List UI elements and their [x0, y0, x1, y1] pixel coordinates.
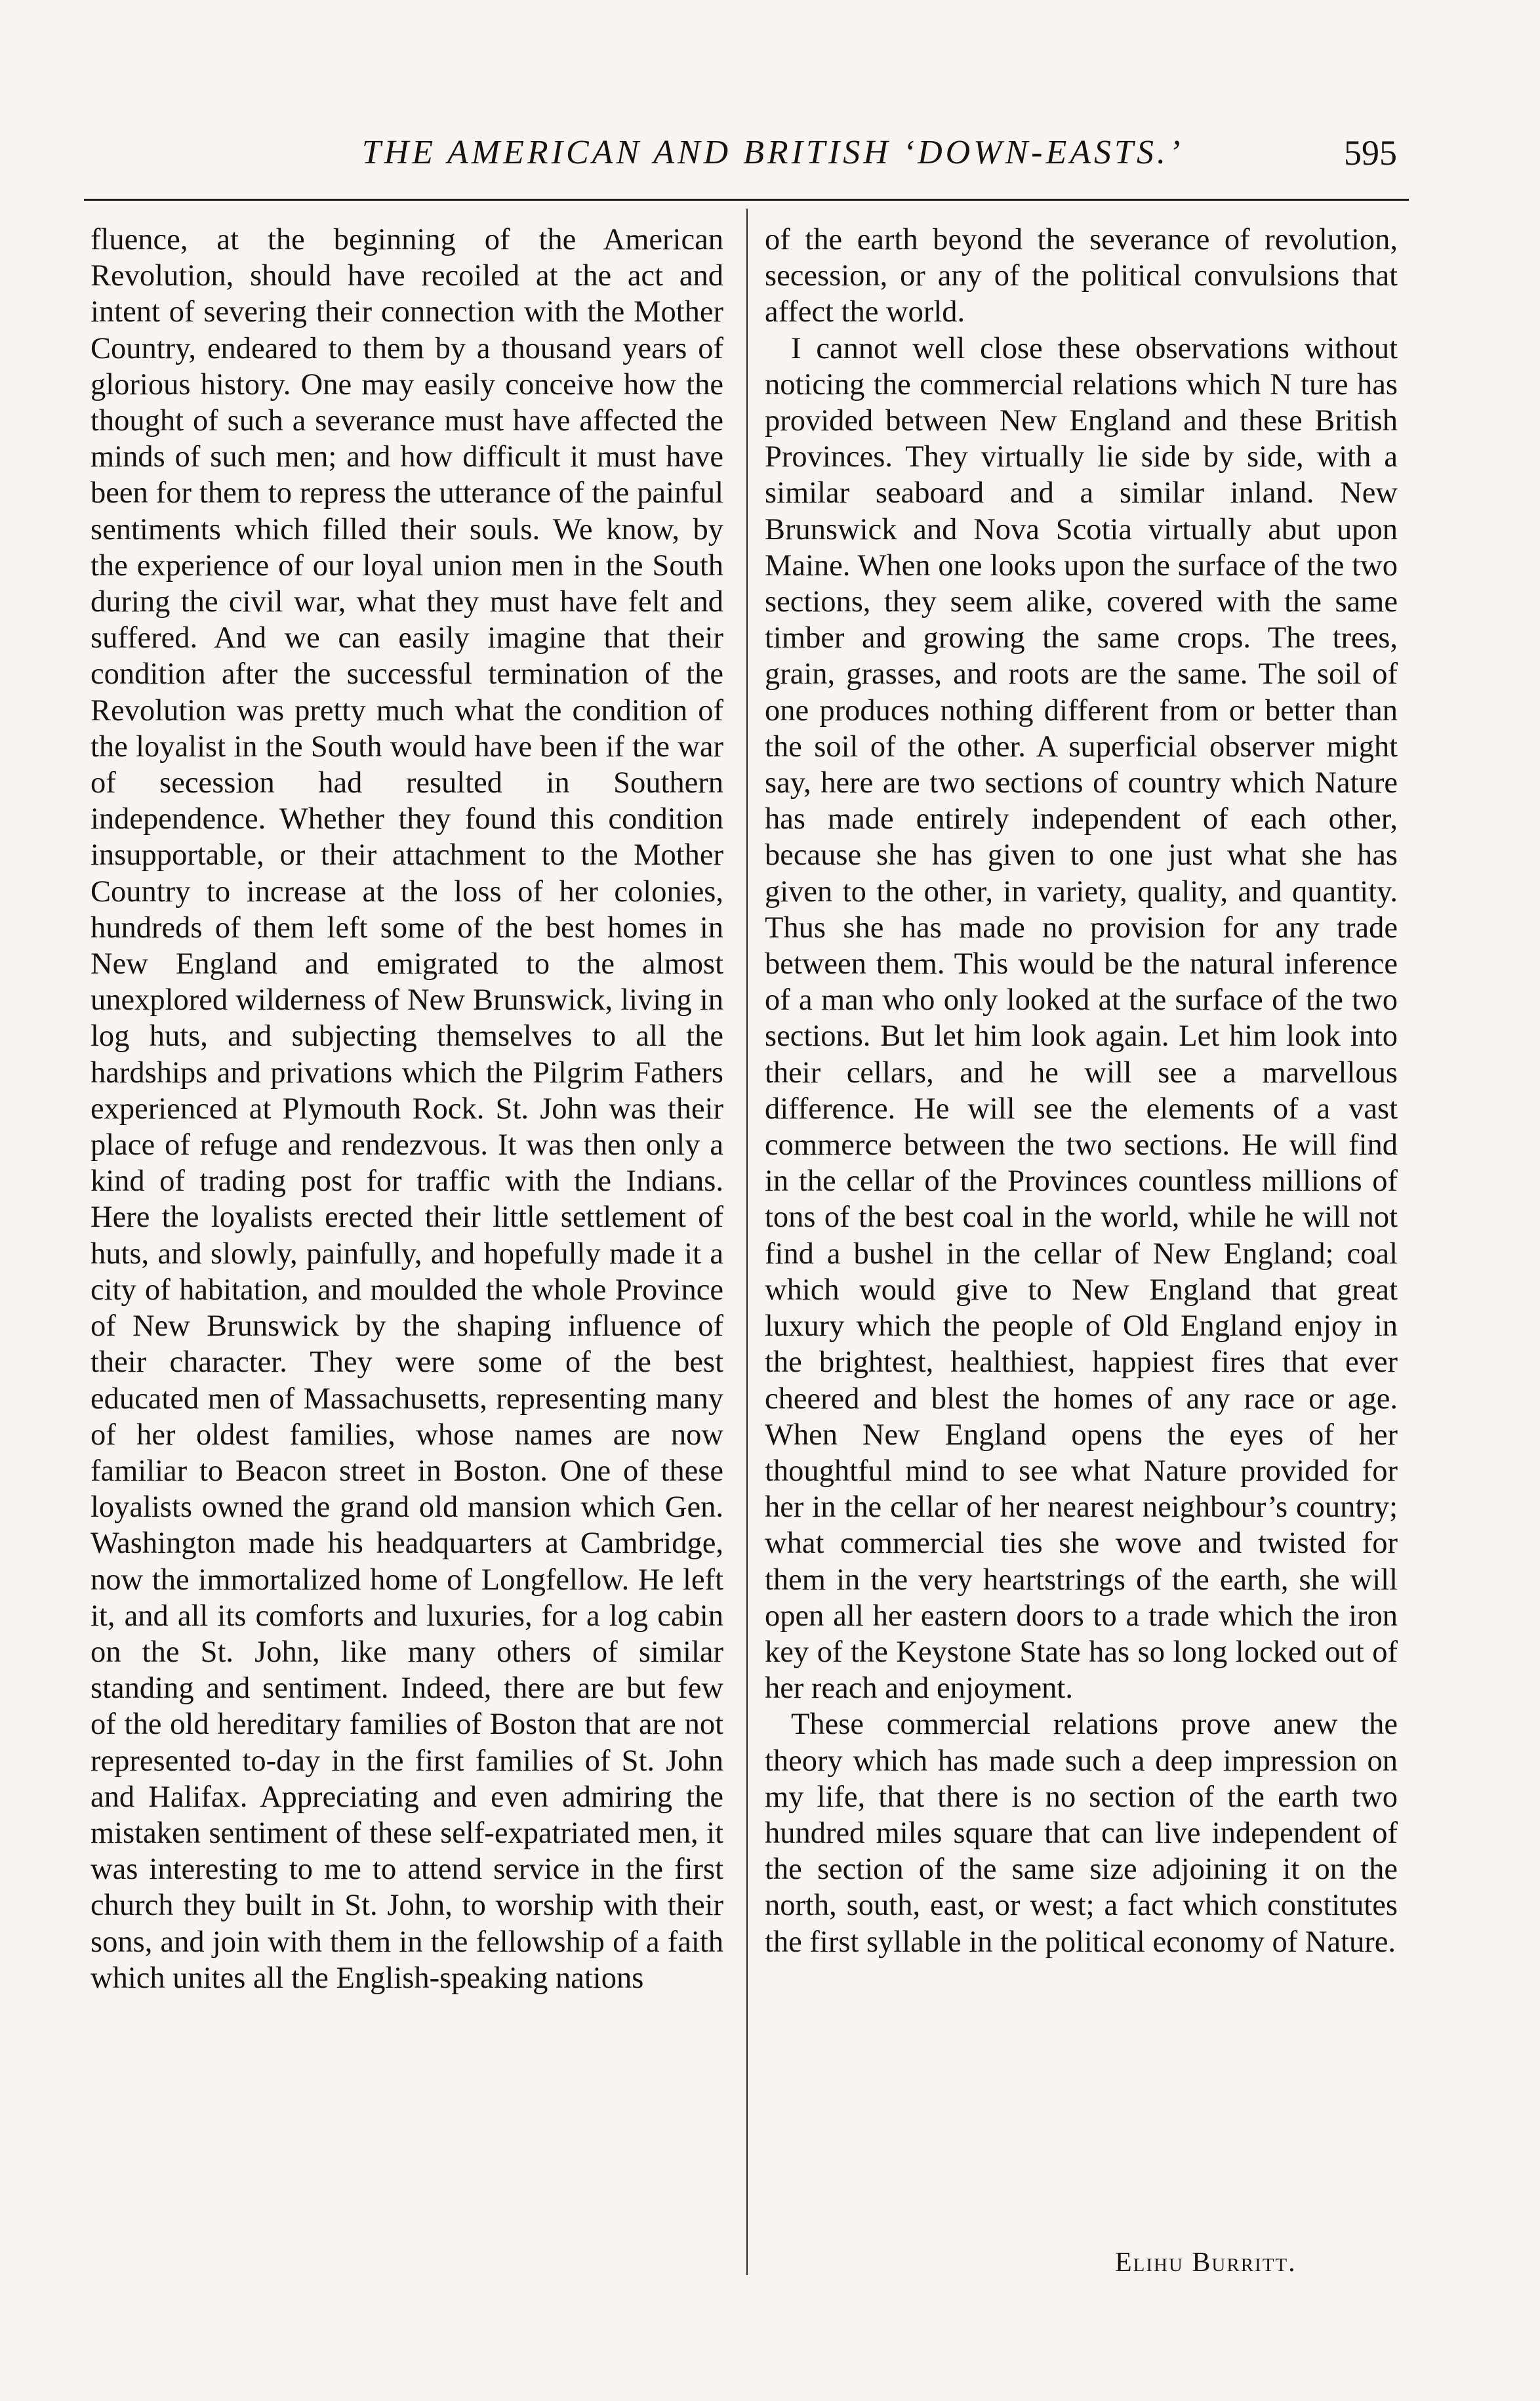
paragraph: fluence, at the beginning of the American Revolution, should have recoiled at the act and intent of severing their connection with the Mother Country, endeared to them by a thousand years of glorious history. One may easily conceive how the thought of such a severance must have affected the minds of such men; and how difficult it must have been for them to repress the utterance of the painful sentiments which filled their souls. We know, by the experience of our loyal union men in the South during the civil war, what they must have felt and suffered. And we can easily imagine that their condition after the successful termination of the Revolution was pretty much what the condition of the loyalist in the South would have been if the war of secession had resulted in Southern independence. Whether they found this condition insupportable, or their attachment to the Mother Country to increase at the loss of her colonies, hundreds of them left some of the best homes in New England and emigrated to the almost unexplored wilderness of New Brunswick, living in log huts, and subjecting themselves to all the hardships and privations which the Pilgrim Fathers experienced at Plymouth Rock. St. John was their place of refuge and rendezvous. It was then only a kind of trading post for traffic with the Indians. Here the loyalists erected their little settlement of huts, and slowly, painfully, and hopefully made it a city of habitation, and moulded the whole Province of New Brunswick by the shaping influence of their character. They were some of the best educated men of Massachusetts, representing many of her oldest families, whose names are now familiar to Beacon street in Boston. One of these loyalists owned the grand old mansion which Gen. Washington made his headquarters at Cambridge, now the immortalized home of Longfellow. He left it, and all its comforts and luxuries, for a log cabin on the St. John, like many others of similar standing and sentiment. Indeed, there are but few of the old hereditary families of Boston that are not represented to-day in the first families of St. John and Halifax. Appreciating and even admiring the mistaken sentiment of these self-expatriated men, it was interesting to me to attend service in the first church they built in St. John, to worship with their sons, and join with them in the fellowship of a faith which unites all the English-speaking nations [91, 223, 723, 1995]
paragraph: I cannot well close these observations without noticing the commercial relations which N ture has provided between New England and these British Provinces. They virtually lie side by side, with a similar seaboard and a similar inland. New Brunswick and Nova Scotia virtually abut upon Maine. When one looks upon the surface of the two sections, they seem alike, covered with the same timber and growing the same crops. The trees, grain, grasses, and roots are the same. The soil of one produces nothing different from or better than the soil of the other. A superficial observer might say, here are two sections of country which Nature has made entirely independent of each other, because she has given to one just what she has given to the other, in variety, quality, and quantity. Thus she has made no provision for any trade between them. This would be the natural inference of a man who only looked at the surface of the two sections. But let him look again. Let him look into their cellars, and he will see a marvellous difference. He will see the elements of a vast commerce between the two sections. He will find in the cellar of the Provinces countless millions of tons of the best coal in the world, while he will not find a bushel in the cellar of New England; coal which would give to New England that great luxury which the people of Old England enjoy in the brightest, healthiest, happiest fires that ever cheered and blest the homes of any race or age. When New England opens the eyes of her thoughtful mind to see what Nature provided for her in the cellar of her nearest neighbour’s country; what commercial ties she wove and twisted for them in the very heartstrings of the earth, she will open all her eastern doors to a trade which the iron key of the Keystone State has so long locked out of her reach and enjoyment. [765, 331, 1398, 1706]
running-head [84, 130, 1409, 176]
column-divider [746, 209, 748, 2275]
author-signature: Elihu Burritt. [1115, 2247, 1297, 2278]
right-column [765, 222, 1398, 1960]
running-title: THE AMERICAN AND BRITISH ‘DOWN-EASTS.’ [361, 134, 1184, 171]
page-number: 595 [1344, 133, 1397, 173]
left-column [91, 222, 723, 1996]
header-rule [84, 199, 1409, 201]
paragraph: of the earth beyond the severance of revolution, secession, or any of the political convulsions that affect the world. [765, 223, 1398, 329]
paragraph: These commercial relations prove anew the theory which has made such a deep impression on my life, that there is no section of the earth two hundred miles square that can live independent of the section of the same size adjoining it on the north, south, east, or west; a fact which constitutes the first syllable in the political economy of Nature. [765, 1708, 1398, 1959]
